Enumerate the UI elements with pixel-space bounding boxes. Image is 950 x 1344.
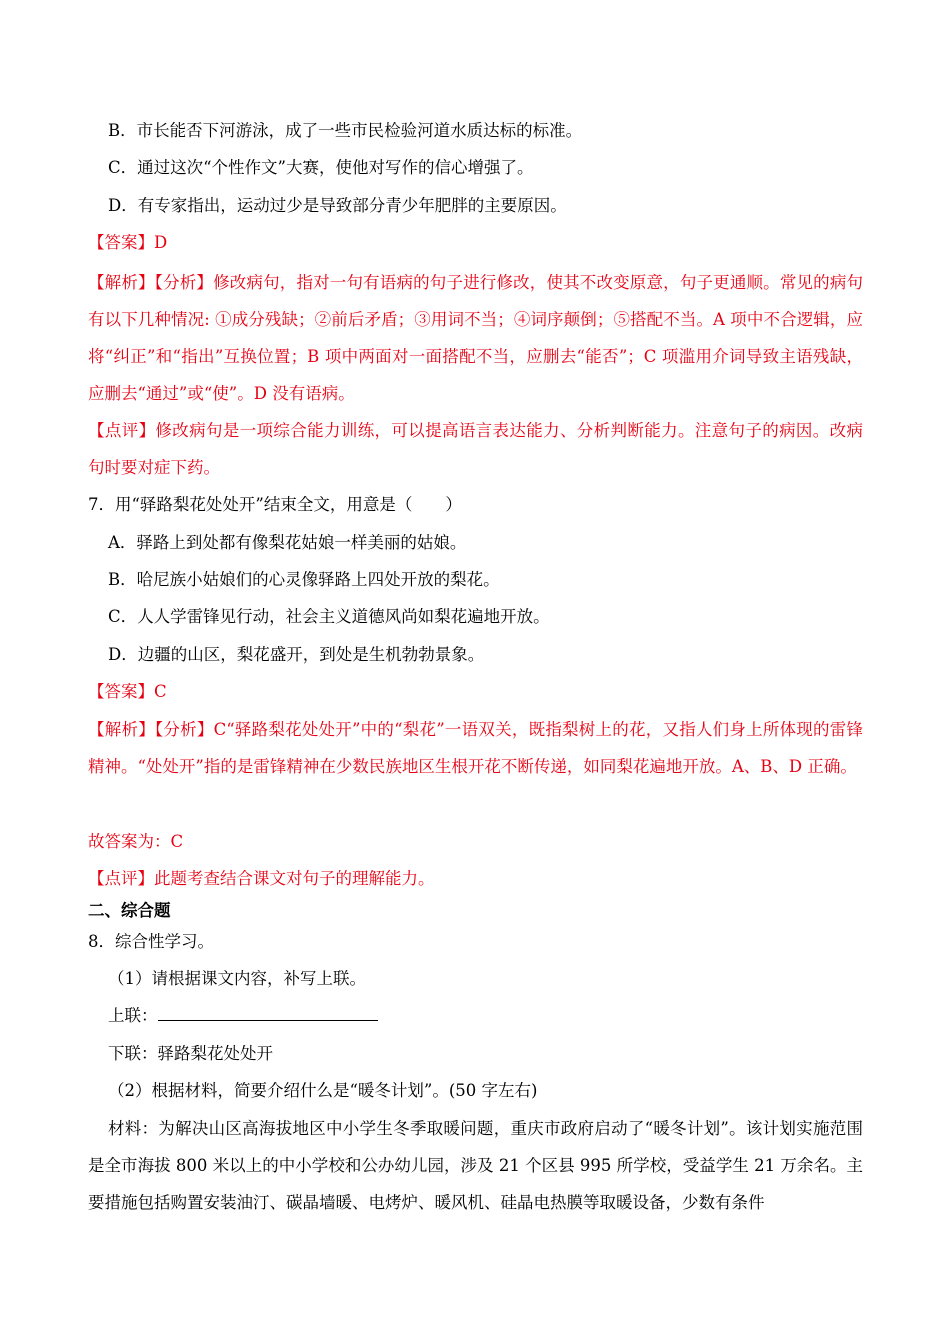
upper-couplet-label: 上联： [108,1006,158,1025]
q7-answer: 【答案】C [88,682,167,701]
q8-material: 材料：为解决山区高海拔地区中小学生冬季取暖问题，重庆市政府启动了“暖冬计划”。该计划实施范围是全市海拔 800 米以上的中小学校和公办幼儿园，涉及 21 个区县 995 所学校，受益学生 21 万余名。主要措施包括购置安装油汀、碳晶墙暖、电烤炉、暖风机、硅晶电热膜等取暖设备，少数有条件 [88,1119,863,1212]
upper-couplet-blank[interactable] [158,1006,378,1021]
q7-analysis: 【解析】【分析】C“驿路梨花处处开”中的“梨花”一语双关，既指梨树上的花，又指人们身上所体现的雷锋精神。“处处开”指的是雷锋精神在少数民族地区生根开花不断传递，如同梨花遍地开放。A、B、D 正确。 [88,720,863,776]
q6-option-b: B．市长能否下河游泳，成了一些市民检验河道水质达标的标准。 [108,121,583,140]
q7-comment: 【点评】此题考查结合课文对句子的理解能力。 [88,869,435,888]
q7-final: 故答案为：C [88,832,184,851]
q8-part2: （2）根据材料，简要介绍什么是“暖冬计划”。(50 字左右) [108,1081,538,1100]
q6-option-c: C．通过这次“个性作文”大赛，使他对写作的信心增强了。 [108,158,534,177]
q7-option-d: D．边疆的山区，梨花盛开，到处是生机勃勃景象。 [108,645,485,664]
q6-comment: 【点评】修改病句是一项综合能力训练，可以提高语言表达能力、分析判断能力。注意句子的病因。改病句时要对症下药。 [88,421,863,477]
q8-question: 8．综合性学习。 [88,932,214,951]
q8-part1: （1）请根据课文内容，补写上联。 [108,969,366,988]
q7-option-c: C．人人学雷锋见行动，社会主义道德风尚如梨花遍地开放。 [108,607,550,626]
q7-question: 7．用“驿路梨花处处开”结束全文，用意是（ ） [88,495,462,514]
q8-lower-couplet: 下联：驿路梨花处处开 [108,1044,273,1063]
q6-answer: 【答案】D [88,233,168,252]
q7-option-a: A．驿路上到处都有像梨花姑娘一样美丽的姑娘。 [108,533,467,552]
section-heading: 二、综合题 [88,901,171,920]
q8-upper-couplet [108,1005,378,1027]
q6-option-d: D．有专家指出，运动过少是导致部分青少年肥胖的主要原因。 [108,196,567,215]
q7-option-b: B．哈尼族小姑娘们的心灵像驿路上四处开放的梨花。 [108,570,500,589]
q6-analysis: 【解析】【分析】修改病句，指对一句有语病的句子进行修改，使其不改变原意，句子更通顺。常见的病句有以下几种情况: ①成分残缺；②前后矛盾；③用词不当；④词序颠倒；⑤搭配不当。A 项中不合逻辑，应将“纠正”和“指出”互换位置；B 项中两面对一面搭配不当，应删去“能否”；C 项滥用介词导致主语残缺，应删去“通过”或“使”。D 没有语病。 [88,273,863,403]
